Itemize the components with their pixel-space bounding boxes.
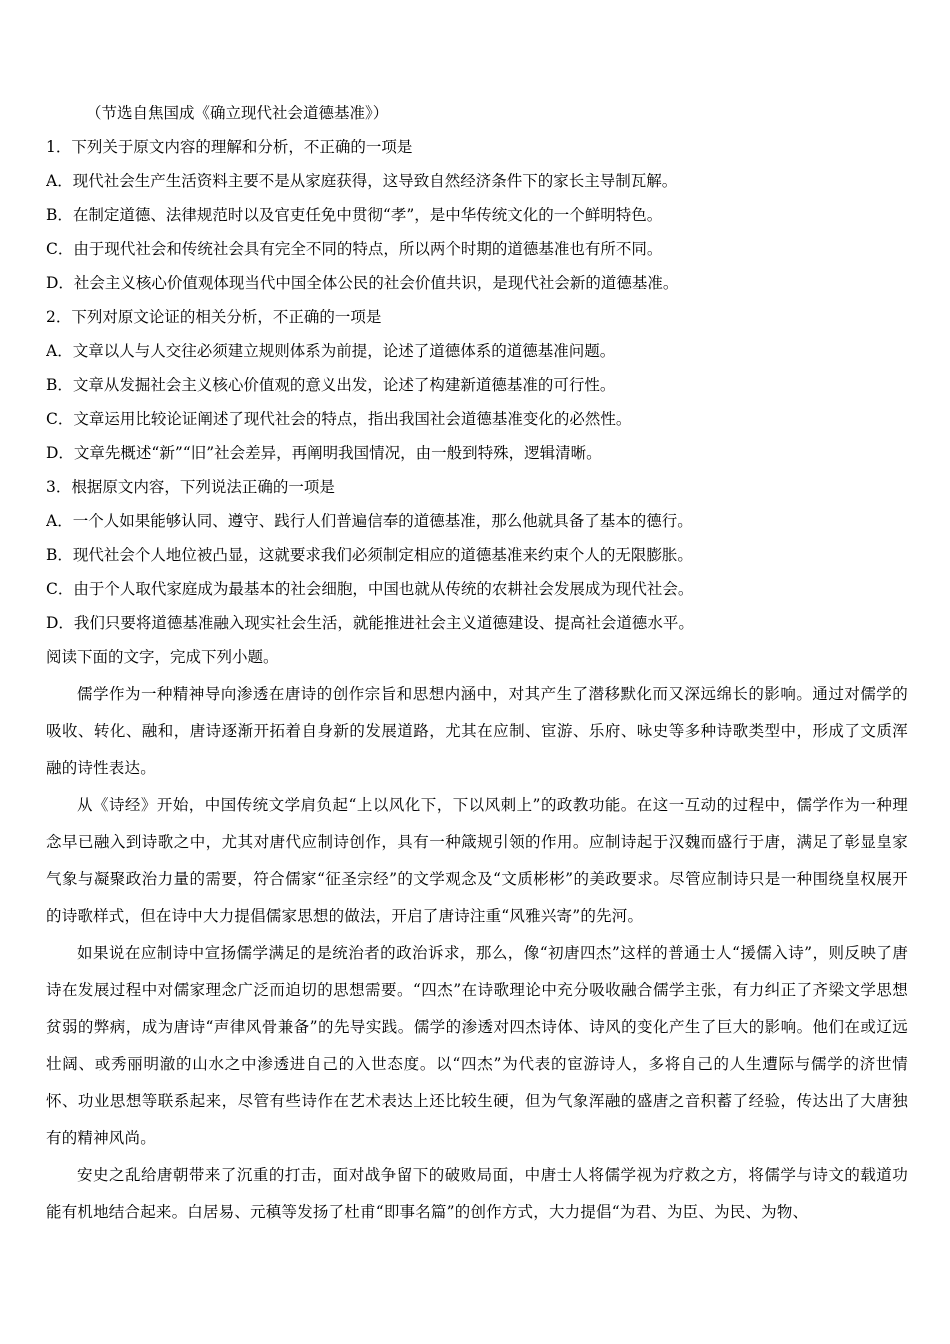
passage-paragraph-4: 安史之乱给唐朝带来了沉重的打击，面对战争留下的破败局面，中唐士人将儒学视为疗救之方，将儒学与诗文的载道功能有机地结合起来。白居易、元稹等发扬了杜甫“即事名篇”的创作方式，大力提倡“为君、为臣、为民、为物、 [46, 1166, 908, 1221]
question-2-option-b: B．文章从发掘社会主义核心价值观的意义出发，论述了构建新道德基准的可行性。 [46, 376, 616, 394]
source-note: （节选自焦国成《确立现代社会道德基准》） [86, 104, 389, 122]
question-3-option-a: A．一个人如果能够认同、遵守、践行人们普遍信奉的道德基准，那么他就具备了基本的德行。 [46, 512, 693, 530]
reading-passage [46, 676, 908, 1231]
question-2-stem: 2．下列对原文论证的相关分析，不正确的一项是 [46, 308, 382, 326]
question-2-option-d: D．文章先概述“新”“旧”社会差异，再阐明我国情况，由一般到特殊，逻辑清晰。 [46, 444, 602, 462]
question-1-stem: 1．下列关于原文内容的理解和分析，不正确的一项是 [46, 138, 413, 156]
reading-instruction: 阅读下面的文字，完成下列小题。 [46, 648, 279, 666]
question-2-option-a: A．文章以人与人交往必须建立规则体系为前提，论述了道德体系的道德基准问题。 [46, 342, 616, 360]
question-2-option-c: C．文章运用比较论证阐述了现代社会的特点，指出我国社会道德基准变化的必然性。 [46, 410, 632, 428]
question-3-option-c: C．由于个人取代家庭成为最基本的社会细胞，中国也就从传统的农耕社会发展成为现代社会。 [46, 580, 694, 598]
question-3-stem: 3．根据原文内容，下列说法正确的一项是 [46, 478, 335, 496]
document-page [46, 96, 908, 1231]
question-1-option-b: B．在制定道德、法律规范时以及官吏任免中贯彻“孝”，是中华传统文化的一个鲜明特色。 [46, 206, 663, 224]
passage-paragraph-2: 从《诗经》开始，中国传统文学肩负起“上以风化下，下以风刺上”的政教功能。在这一互动的过程中，儒学作为一种理念早已融入到诗歌之中，尤其对唐代应制诗创作，具有一种箴规引领的作用。应制诗起于汉魏而盛行于唐，满足了彰显皇家气象与凝聚政治力量的需要，符合儒家“征圣宗经”的文学观念及“文质彬彬”的美政要求。尽管应制诗只是一种围绕皇权展开的诗歌样式，但在诗中大力提倡儒家思想的做法，开启了唐诗注重“风雅兴寄”的先河。 [46, 796, 908, 925]
passage-paragraph-1: 儒学作为一种精神导向渗透在唐诗的创作宗旨和思想内涵中，对其产生了潜移默化而又深远绵长的影响。通过对儒学的吸收、转化、融和，唐诗逐渐开拓着自身新的发展道路，尤其在应制、宦游、乐府、咏史等多种诗歌类型中，形成了文质浑融的诗性表达。 [46, 685, 908, 777]
question-1-option-a: A．现代社会生产生活资料主要不是从家庭获得，这导致自然经济条件下的家长主导制瓦解。 [46, 172, 678, 190]
question-3-option-b: B．现代社会个人地位被凸显，这就要求我们必须制定相应的道德基准来约束个人的无限膨胀。 [46, 546, 693, 564]
question-1-option-c: C．由于现代社会和传统社会具有完全不同的特点，所以两个时期的道德基准也有所不同。 [46, 240, 663, 258]
passage-paragraph-3: 如果说在应制诗中宣扬儒学满足的是统治者的政治诉求，那么，像“初唐四杰”这样的普通士人“援儒入诗”，则反映了唐诗在发展过程中对儒家理念广泛而迫切的思想需要。“四杰”在诗歌理论中充分吸收融合儒学主张，有力纠正了齐梁文学思想贫弱的弊病，成为唐诗“声律风骨兼备”的先导实践。儒学的渗透对四杰诗体、诗风的变化产生了巨大的影响。他们在或辽远壮阔、或秀丽明澈的山水之中渗透进自己的入世态度。以“四杰”为代表的宦游诗人，多将自己的人生遭际与儒学的济世情怀、功业思想等联系起来，尽管有些诗作在艺术表达上还比较生硬，但为气象浑融的盛唐之音积蓄了经验，传达出了大唐独有的精神风尚。 [46, 944, 908, 1147]
question-3-option-d: D．我们只要将道德基准融入现实社会生活，就能推进社会主义道德建设、提高社会道德水平。 [46, 614, 694, 632]
question-1-option-d: D．社会主义核心价值观体现当代中国全体公民的社会价值共识，是现代社会新的道德基准。 [46, 274, 679, 292]
